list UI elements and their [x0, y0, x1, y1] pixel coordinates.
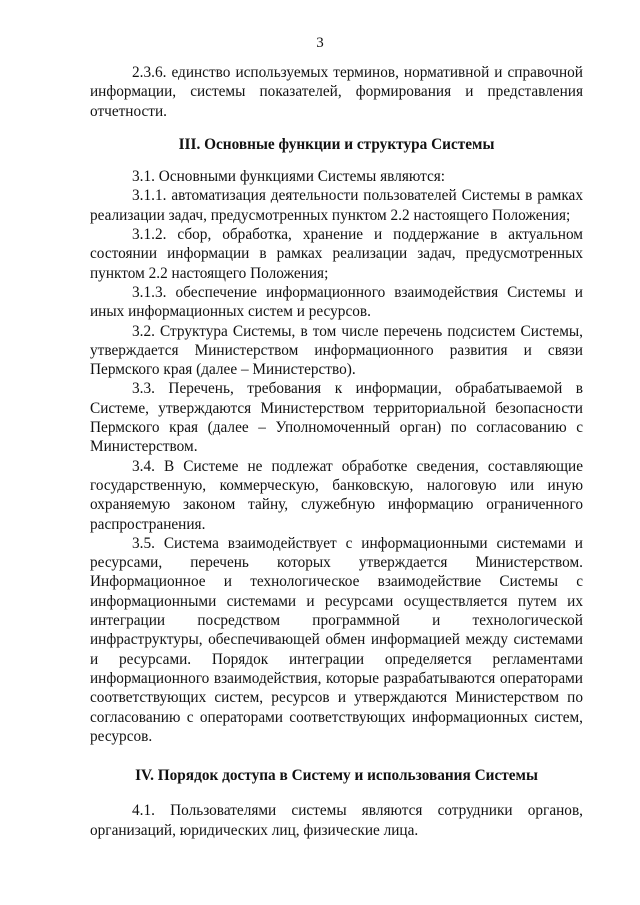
- paragraph-3-1-2: 3.1.2. сбор, обработка, хранение и поддержание в актуальном состоянии информации в рамках реализации задач, предусмотренных пунктом 2.2 настоящего Положения;: [90, 226, 583, 282]
- paragraph-4-1: 4.1. Пользователями системы являются сотрудники органов, организаций, юридических лиц, физические лица.: [90, 802, 583, 839]
- paragraph-3-3: 3.3. Перечень, требования к информации, обрабатываемой в Системе, утверждаются Министерством территориальной безопасности Пермского края (далее – Уполномоченный орган) по согласованию с Министерством.: [90, 380, 583, 456]
- paragraph-3-1: 3.1. Основными функциями Системы являются:: [132, 168, 446, 186]
- page-number: 3: [316, 35, 324, 51]
- paragraph-3-1-1: 3.1.1. автоматизация деятельности пользователей Системы в рамках реализации задач, предусмотренных пунктом 2.2 настоящего Положения;: [90, 187, 583, 224]
- paragraph-2-3-6: 2.3.6. единство используемых терминов, нормативной и справочной информации, системы показателей, формирования и представления отчетности.: [90, 64, 583, 120]
- section-3-heading: III. Основные функции и структура Системы: [178, 135, 495, 153]
- paragraph-3-4: 3.4. В Системе не подлежат обработке сведения, составляющие государственную, коммерческую, банковскую, налоговую или иную охраняемую законом тайну, служебную информацию ограниченного распространения.: [90, 457, 583, 533]
- paragraph-3-2: 3.2. Структура Системы, в том числе перечень подсистем Системы, утверждается Министерством информационного развития и связи Пермского края (далее – Министерство).: [90, 322, 583, 379]
- paragraph-3-1-3: 3.1.3. обеспечение информационного взаимодействия Системы и иных информационных систем и ресурсов.: [90, 283, 583, 321]
- section-4-heading: IV. Порядок доступа в Систему и использования Системы: [135, 767, 538, 785]
- document-body: [90, 63, 583, 840]
- paragraph-3-5: 3.5. Система взаимодействует с информационными системами и ресурсами, перечень которых утверждается Министерством. Информационное и технологическое взаимодействие Системы с информационными системами и ресурсами осуществляется путем их интеграции посредством программной и технологической инфраструктуры, обеспечивающей обмен информацией между системами и ресурсами. Порядок интеграции определяется регламентами информационного взаимодействия, которые разрабатываются операторами соответствующих систем, ресурсов и утверждаются Министерством по согласованию с операторами соответствующих информационных систем, ресурсов.: [90, 534, 583, 745]
